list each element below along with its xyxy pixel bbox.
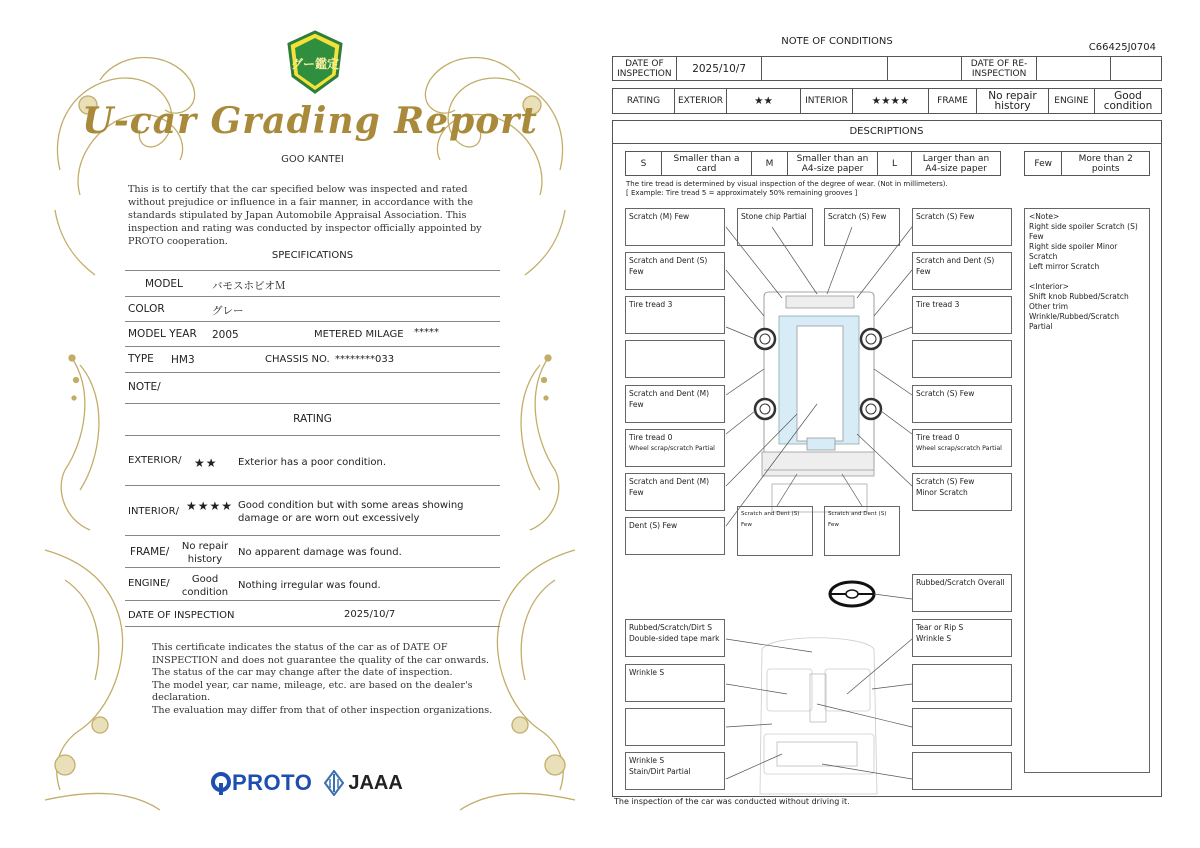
color-label: COLOR: [128, 303, 165, 315]
note-line: Wrinkle/Rubbed/Scratch: [1029, 312, 1119, 321]
certificate-disclaimer: [152, 642, 512, 717]
interior-description: Good condition but with some areas showing damage or are worn out excessively: [238, 500, 464, 524]
legend-m-desc: Smaller than an A4-size paper: [788, 152, 878, 175]
badge-text: グー鑑定: [290, 57, 340, 71]
condition-line: Tire tread 0: [916, 433, 960, 442]
interior-header: <Interior>: [1029, 282, 1069, 291]
disclaimer-line: The evaluation may differ from that of other inspection organizations.: [152, 704, 493, 716]
legend-few-desc: More than 2 points: [1078, 153, 1133, 174]
condition-box-left-4: Scratch and Dent (M) Few: [625, 385, 725, 423]
note-line: Shift knob Rubbed/Scratch: [1029, 292, 1129, 301]
legend-s-desc: Smaller than a card: [662, 152, 752, 175]
exterior-label: EXTERIOR/: [128, 455, 182, 466]
rating-label: RATING: [613, 89, 675, 113]
interior-box-right-1: [912, 619, 1012, 657]
specifications-heading: SPECIFICATIONS: [271, 250, 354, 261]
interior-box-right-3: [912, 708, 1012, 746]
condition-box-left-7: Dent (S) Few: [625, 517, 725, 555]
condition-line: Double-sided tape mark: [629, 634, 720, 643]
notes-column: [1024, 208, 1150, 773]
chassis-value: ********033: [335, 354, 395, 365]
interior-label: INTERIOR: [801, 89, 853, 113]
disclaimer-line: This certificate indicates the status of the car as of DATE OF: [152, 642, 448, 653]
model-value: バモスホビオＭ: [212, 280, 286, 292]
interior-box-left-4: [625, 752, 725, 790]
date-table: [612, 56, 1162, 81]
jaaa-mark-icon: [324, 770, 344, 796]
model-label: MODEL: [145, 278, 183, 290]
jaaa-logo: [324, 770, 402, 796]
condition-box-left-1: Scratch and Dent (S) Few: [625, 252, 725, 290]
divider: [125, 346, 500, 347]
jaaa-logo-text: JAAA: [348, 771, 403, 794]
divider: [125, 567, 500, 568]
divider: [125, 372, 500, 373]
note-header: <Note>: [1029, 212, 1060, 221]
disclaimer-line: declaration.: [152, 692, 211, 703]
tread-note: The tire tread is determined by visual inspection of the degree of wear. (Not in millimeters).: [626, 180, 948, 188]
legend-few: Few: [1025, 152, 1062, 175]
condition-box-right-5: [912, 429, 1012, 467]
interior-value: ★★★★: [853, 89, 929, 113]
note-line: Other trim: [1029, 302, 1069, 311]
date-blank-cell: [762, 57, 888, 80]
type-label: TYPE: [128, 353, 154, 365]
report-title: U-car Grading Report: [82, 100, 538, 142]
condition-line: Tire tread 0: [629, 433, 673, 442]
conditions-title: NOTE OF CONDITIONS: [781, 36, 893, 47]
note-of-conditions: [612, 34, 1164, 814]
engine-value: Good condition: [1103, 90, 1153, 112]
condition-box-rear-right: Scratch and Dent (S) Few: [824, 506, 900, 556]
interior-label: INTERIOR/: [128, 506, 179, 517]
date-of-reinspection-label: DATE OF RE-INSPECTION: [962, 57, 1038, 80]
engine-description: Nothing irregular was found.: [238, 580, 381, 591]
few-legend: [1024, 151, 1150, 176]
proto-logo-text: PROTO: [232, 770, 313, 795]
note-line: Right side spoiler Minor Scratch: [1029, 242, 1118, 261]
condition-line: Stain/Dirt Partial: [629, 767, 691, 776]
model-year-value: 2005: [212, 329, 239, 341]
condition-line: Tear or Rip S: [916, 623, 964, 632]
note-line: Left mirror Scratch: [1029, 262, 1100, 271]
interior-box-right-4: [912, 752, 1012, 790]
note-spacer: [1029, 272, 1145, 282]
disclaimer-line: INSPECTION and does not guarantee the quality of the car onwards.: [152, 654, 490, 666]
legend-s: S: [626, 152, 662, 175]
grading-certificate: [40, 20, 580, 830]
exterior-description: Exterior has a poor condition.: [238, 457, 387, 468]
condition-box-front-right: Scratch (S) Few: [912, 208, 1012, 246]
condition-line: Wheel scrap/scratch Partial: [629, 445, 715, 452]
size-legend: [625, 151, 1001, 176]
condition-box-steering: Rubbed/Scratch Overall: [912, 574, 1012, 612]
metered-mileage-label: METERED MILAGE: [314, 329, 404, 340]
interior-box-left-1: [625, 619, 725, 657]
condition-box-right-3: [912, 340, 1012, 378]
engine-value: Good condition: [181, 574, 229, 598]
divider: [125, 535, 500, 536]
divider: [125, 296, 500, 297]
divider: [125, 600, 500, 601]
legend-l: L: [878, 152, 912, 175]
condition-line: Wrinkle S: [916, 634, 952, 643]
divider: [125, 321, 500, 322]
divider: [125, 270, 500, 271]
descriptions-heading: DESCRIPTIONS: [849, 126, 924, 137]
logo-row: [210, 768, 403, 798]
inspection-disclaimer: The inspection of the car was conducted without driving it.: [614, 797, 850, 806]
date-blank-cell: [1111, 57, 1161, 80]
note-label: NOTE/: [128, 381, 161, 393]
condition-box-front-left: Scratch (M) Few: [625, 208, 725, 246]
certification-text: This is to certify that the car specified below was inspected and rated without prejudice or influence in a fair manner, in accordance with the standards stipulated by Japan Automobile Appraisal Association. This inspection and rating was conducted by inspector officially appointed by PROTO cooperation.: [128, 184, 482, 247]
condition-box-right-6: [912, 473, 1012, 511]
rating-heading: RATING: [293, 413, 332, 425]
condition-line: Scratch (S) Few: [916, 477, 975, 486]
model-year-label: MODEL YEAR: [128, 328, 197, 340]
interior-stars: ★★★★: [186, 499, 234, 513]
condition-box-left-6: Scratch and Dent (M) Few: [625, 473, 725, 511]
frame-description: No apparent damage was found.: [238, 547, 402, 558]
proto-logo: [210, 770, 312, 796]
condition-line: Wheel scrap/scratch Partial: [916, 445, 1002, 452]
legend-m: M: [752, 152, 788, 175]
divider: [125, 403, 500, 404]
divider: [125, 435, 500, 436]
interior-box-right-2: [912, 664, 1012, 702]
exterior-stars: ★★: [194, 456, 218, 470]
condition-box-left-5: [625, 429, 725, 467]
engine-label: ENGINE: [1049, 89, 1095, 113]
chassis-label: CHASSIS NO.: [265, 354, 330, 365]
frame-label: FRAME/: [130, 546, 170, 558]
report-id: C66425J0704: [1088, 42, 1156, 53]
divider: [125, 485, 500, 486]
date-of-reinspection-value: [1037, 57, 1111, 80]
condition-line: Minor Scratch: [916, 488, 968, 497]
date-of-inspection-value: 2025/10/7: [677, 57, 763, 80]
frame-value: No repair history: [181, 541, 229, 565]
rating-table: [612, 88, 1162, 114]
engine-label: ENGINE/: [128, 578, 170, 589]
condition-box-right-1: Scratch and Dent (S) Few: [912, 252, 1012, 290]
condition-box-front-center-left: Stone chip Partial: [737, 208, 813, 246]
condition-box-left-2: Tire tread 3: [625, 296, 725, 334]
date-blank-cell: [888, 57, 962, 80]
note-line: Right side spoiler Scratch (S) Few: [1029, 222, 1138, 241]
tread-example: [ Example: Tire tread 5 = approximately 50% remaining grooves ]: [626, 189, 858, 197]
date-of-inspection-label: DATE OF INSPECTION: [613, 57, 677, 80]
date-label: DATE OF INSPECTION: [128, 610, 235, 621]
frame-label: FRAME: [929, 89, 977, 113]
condition-line: Wrinkle S: [629, 756, 665, 765]
type-value: HM3: [171, 354, 195, 366]
exterior-value: ★★: [727, 89, 801, 113]
disclaimer-line: The model year, car name, mileage, etc. are based on the dealer's: [152, 679, 473, 691]
divider: [125, 626, 500, 627]
legend-l-desc: Larger than an A4-size paper: [922, 153, 990, 174]
metered-mileage-value: *****: [414, 327, 439, 338]
note-line: Partial: [1029, 322, 1053, 331]
interior-box-left-3: [625, 708, 725, 746]
proto-mark-icon: [210, 771, 232, 795]
frame-value: No repair history: [977, 89, 1049, 113]
condition-box-right-2: Tire tread 3: [912, 296, 1012, 334]
color-value: グレー: [212, 305, 244, 317]
disclaimer-line: The status of the car may change after the date of inspection.: [152, 667, 453, 678]
condition-box-left-3: [625, 340, 725, 378]
condition-line: Rubbed/Scratch/Dirt S: [629, 623, 712, 632]
condition-box-right-4: Scratch (S) Few: [912, 385, 1012, 423]
condition-box-front-center-right: Scratch (S) Few: [824, 208, 900, 246]
goo-kantei-badge-icon: [287, 30, 343, 94]
date-value: 2025/10/7: [344, 609, 396, 620]
condition-box-rear-left: Scratch and Dent (S) Few: [737, 506, 813, 556]
report-subtitle: GOO KANTEI: [281, 154, 344, 165]
exterior-label: EXTERIOR: [675, 89, 727, 113]
interior-box-left-2: Wrinkle S: [625, 664, 725, 702]
